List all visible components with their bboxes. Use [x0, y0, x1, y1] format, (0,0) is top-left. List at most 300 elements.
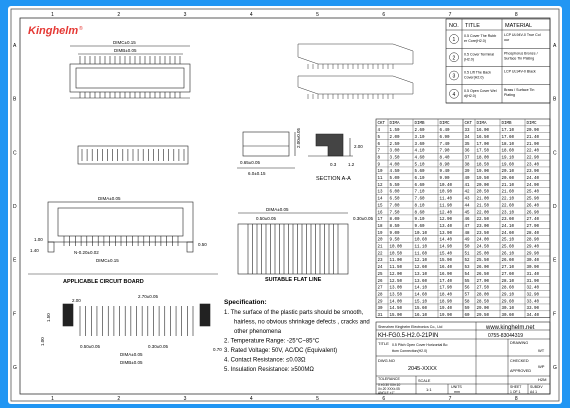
dims-cell: 21.10 [501, 183, 515, 188]
dims-cell: 22.60 [501, 204, 515, 209]
dims-cell: 18 [377, 224, 383, 229]
dims-cell: 27.50 [476, 286, 490, 291]
frame-row-mark: C [13, 150, 17, 157]
dims-cell: 30.60 [501, 314, 515, 318]
dims-cell: 20 [377, 238, 383, 243]
frame-col-mark: 7 [448, 12, 452, 18]
dims-cell: 2.60 [414, 129, 425, 134]
part-no: 2 [452, 55, 456, 62]
dims-cell: 33.90 [526, 307, 540, 312]
dims-cell: 38 [464, 163, 470, 168]
cb-dim-6: DIMA±0.05 [120, 352, 143, 357]
dims-cell: 39 [464, 170, 470, 175]
dims-cell: 24.00 [476, 238, 490, 243]
logo [28, 25, 83, 37]
part-no: 1 [452, 37, 456, 43]
frame-col-mark: 5 [316, 396, 319, 402]
dims-cell: 22.40 [526, 149, 540, 154]
part-title: 0.5 Open Cover Wel [464, 88, 497, 93]
dims-cell: 2.00 [389, 135, 400, 140]
dims-cell: 15.60 [414, 307, 428, 312]
top-dim-c: DIMC±0.15 [113, 40, 136, 45]
dims-cell: 23 [377, 259, 383, 264]
cb-dim-1: 2.70±0.05 [138, 294, 158, 299]
dims-cell: 42 [464, 190, 470, 195]
dims-cell: 13.00 [389, 286, 403, 291]
dims-cell: 13.60 [414, 279, 428, 284]
dims-cell: 28.10 [501, 279, 515, 284]
dims-cell: 12.40 [439, 211, 453, 216]
dims-cell: 9.40 [439, 170, 450, 175]
dimension-table [376, 119, 550, 318]
dims-cell: 10.40 [439, 183, 453, 188]
circuit-board-title: APPLICABLE CIRCUIT BOARD [63, 279, 144, 285]
dims-cell: 29.50 [476, 314, 490, 318]
frame-col-mark: 4 [249, 396, 253, 402]
h2m-label: H2M [538, 377, 547, 382]
spec-line: 1. The surface of the plastic parts should be smooth, [224, 310, 364, 316]
title-block [376, 322, 550, 395]
dims-cell: 7.00 [389, 204, 400, 209]
part-material: Plating [504, 92, 515, 97]
part-no: 4 [452, 91, 456, 98]
dims-cell: 19.00 [476, 170, 490, 175]
dims-cell: 33.40 [526, 300, 540, 305]
dims-cell: 27.60 [501, 272, 515, 277]
bottom-pitch: N-0.20±0.02 [74, 250, 99, 255]
dims-cell: 18.90 [439, 300, 453, 305]
title-label: TITLE [378, 341, 389, 346]
dims-cell: 20.10 [501, 170, 515, 175]
dims-cell: 20.90 [526, 129, 540, 134]
cb-dim-5: 0.30±0.05 [148, 344, 168, 349]
circuit-board-drawing [63, 304, 210, 336]
dims-cell: 12.50 [389, 279, 403, 284]
frame-col-mark: 1 [51, 396, 54, 402]
dims-cell: 14.90 [439, 245, 453, 250]
bottom-dim-a: DIMA±0.05 [98, 196, 121, 201]
dims-cell: 6.40 [439, 129, 450, 134]
dims-cell: 14.50 [389, 307, 403, 312]
dims-cell: 51 [464, 252, 470, 257]
dims-cell: 29.40 [526, 245, 540, 250]
drawing-sheet [8, 6, 562, 404]
frame-col-mark: 7 [448, 396, 452, 402]
drawing-label: DRAWING [510, 341, 529, 345]
dims-cell: 54 [464, 272, 470, 277]
section-view [308, 134, 353, 156]
dims-cell: 18.00 [476, 156, 490, 161]
dims-cell: 19.60 [501, 163, 515, 168]
dims-cell: 55 [464, 279, 470, 284]
dims-cell: 14.00 [389, 300, 403, 305]
dims-cell: 28.50 [476, 300, 490, 305]
dims-cell: 24 [377, 266, 383, 271]
flat-dim-3: 0.30±0.05 [353, 216, 373, 221]
frame-row-mark: G [553, 365, 557, 372]
dims-cell: 11.40 [439, 197, 453, 202]
dims-cell: 31.90 [526, 279, 540, 284]
dims-cell: 59 [464, 307, 470, 312]
front-view [78, 146, 188, 164]
dims-cell: 16.10 [414, 314, 428, 318]
spec-line: other phenomena [234, 329, 282, 335]
spec-line: 2. Temperature Range: -25°C~85°C [224, 338, 320, 345]
dims-cell: 14.60 [414, 293, 428, 298]
dims-cell: 30.10 [501, 307, 515, 312]
dims-cell: 57 [464, 293, 470, 298]
dims-cell: 16.40 [439, 266, 453, 271]
dims-cell: 2.50 [389, 142, 400, 147]
dims-cell: 6.90 [439, 135, 450, 140]
dims-cell: 10.10 [414, 231, 428, 236]
dims-cell: 12 [377, 183, 383, 188]
approved-value: WP [538, 364, 545, 369]
dims-cell: 16.50 [476, 135, 490, 140]
dims-header: CKT [464, 122, 473, 126]
top-view [70, 46, 190, 98]
dims-cell: 32.90 [526, 293, 540, 298]
logo-mark: ® [79, 26, 83, 32]
dims-cell: 8.00 [389, 218, 400, 223]
dims-cell: 22.00 [476, 211, 490, 216]
dims-cell: 22.10 [501, 197, 515, 202]
part-title: (H2.0) [464, 57, 474, 62]
frame-row-mark: G [13, 365, 17, 372]
dims-cell: 25.90 [526, 197, 540, 202]
dims-cell: 15.10 [414, 300, 428, 305]
dims-cell: 8.10 [414, 204, 425, 209]
frame-col-mark: 3 [183, 12, 187, 18]
frame-row-mark: F [13, 311, 17, 318]
dims-cell: 23.10 [501, 211, 515, 216]
parts-header: NO. [449, 23, 459, 29]
dims-cell: 18.50 [476, 163, 490, 168]
drawing-value: WT [538, 348, 545, 353]
dims-cell: 52 [464, 259, 470, 264]
bottom-dim-l1: 1.00 [34, 237, 43, 242]
spec-line: hairless, no obvious shrinkage defects , cracks and [234, 319, 370, 326]
dims-cell: 17.00 [476, 142, 490, 147]
website: www.kinghelm.net [486, 325, 535, 331]
dims-cell: 26 [377, 279, 383, 284]
dims-cell: 5 [377, 135, 381, 140]
dims-cell: 9.00 [389, 231, 400, 236]
part-title: d(H2.0) [464, 93, 476, 98]
side-dim-h: 2.00±0.05 [296, 128, 301, 148]
technical-drawing [8, 6, 562, 404]
dims-cell: 7.10 [414, 190, 425, 195]
perspective-views [298, 44, 413, 99]
bottom-view [48, 202, 193, 252]
dims-cell: 30 [377, 307, 383, 312]
bottom-dim-l2: 1.40 [30, 248, 39, 253]
dims-header: DIMA [476, 122, 487, 126]
dims-cell: 8.90 [439, 163, 450, 168]
dims-cell: 10.00 [389, 245, 403, 250]
dims-cell: 28.40 [526, 231, 540, 236]
dims-cell: 33 [464, 129, 470, 134]
frame-row-mark: F [553, 311, 557, 318]
dims-cell: 34.40 [526, 314, 540, 318]
dims-header: CKT [377, 122, 386, 126]
dims-cell: 10 [377, 170, 383, 175]
section-dim-w: 1.2 [348, 162, 355, 167]
dims-cell: 34 [464, 135, 470, 140]
dims-cell: 3.00 [389, 149, 400, 154]
dims-cell: 3.10 [414, 135, 425, 140]
frame-col-mark: 8 [514, 12, 518, 18]
dims-cell: 11.90 [439, 204, 453, 209]
dims-cell: 8 [377, 156, 381, 161]
spec-title: Specification: [224, 299, 267, 306]
dims-cell: 9.60 [414, 224, 425, 229]
dims-cell: 13 [377, 190, 383, 195]
dims-cell: 26.40 [526, 204, 540, 209]
dims-header: DIMB [414, 122, 425, 126]
dims-cell: 16.00 [476, 129, 490, 134]
part-number: KH-FG0.5-H2.0-21PIN [378, 333, 439, 339]
dims-cell: 18.40 [439, 293, 453, 298]
dims-cell: 17.10 [501, 129, 515, 134]
dims-cell: 49 [464, 238, 470, 243]
subdiv-value: A4 1 [530, 390, 537, 394]
dims-cell: 19.10 [501, 156, 515, 161]
dims-cell: 48 [464, 231, 470, 236]
parts-header: TITLE [465, 23, 480, 29]
dwg-label: DWG.NO [378, 358, 395, 363]
frame-col-mark: 6 [382, 12, 386, 18]
dims-cell: 13.10 [414, 272, 428, 277]
part-material: our [504, 38, 510, 42]
dims-cell: 21.90 [526, 142, 540, 147]
dims-cell: 14.10 [414, 286, 428, 291]
dims-cell: 31 [377, 314, 383, 318]
dims-cell: 17.50 [476, 149, 490, 154]
scale-label: SCALE [418, 379, 431, 383]
dims-cell: 26.00 [476, 266, 490, 271]
flat-dim-1: DIMA±0.05 [266, 207, 289, 212]
dims-cell: 25.60 [501, 245, 515, 250]
dims-cell: 24.50 [476, 245, 490, 250]
dims-cell: 6.00 [389, 190, 400, 195]
part-material: Phosphorus Bronze / [504, 51, 538, 56]
dims-cell: 21.50 [476, 204, 490, 209]
section-label: SECTION A-A [316, 176, 351, 182]
dims-cell: 21.00 [476, 197, 490, 202]
dims-cell: 13.40 [439, 224, 453, 229]
cb-dim-8: 1.00 [40, 337, 45, 346]
dims-cell: 4.60 [414, 156, 425, 161]
dims-cell: 31.40 [526, 272, 540, 277]
dims-cell: 18.60 [501, 149, 515, 154]
dims-cell: 25.00 [476, 252, 490, 257]
dims-cell: 46 [464, 218, 470, 223]
dims-cell: 12.90 [439, 218, 453, 223]
cb-dim-2: 2.00 [72, 298, 81, 303]
dims-cell: 27.00 [476, 279, 490, 284]
dims-cell: 25 [377, 272, 383, 277]
part-title: Cover(H2.0) [464, 75, 484, 80]
units-value: mm [454, 390, 460, 394]
dims-cell: 6 [377, 142, 381, 147]
dims-cell: 26.10 [501, 252, 515, 257]
spec-line: 4. Contact Resistance: ≤0.03Ω [224, 357, 306, 364]
dims-cell: 19.50 [476, 177, 490, 181]
section-dim-a: 0.3 [330, 162, 337, 167]
dims-cell: 53 [464, 266, 470, 271]
dims-cell: 28 [377, 293, 383, 298]
frame-row-mark: E [13, 257, 17, 264]
dims-cell: 56 [464, 286, 470, 291]
dims-cell: 27.40 [526, 218, 540, 223]
spec-line: 3. Rated Voltage: 50V, AC/DC (Equivalent) [224, 348, 338, 354]
dims-cell: 43 [464, 197, 470, 202]
dims-cell: 29.00 [476, 307, 490, 312]
dims-cell: 7 [377, 149, 381, 154]
dims-cell: 9.10 [414, 218, 425, 223]
dims-cell: 20.00 [476, 183, 490, 188]
dims-cell: 60 [464, 314, 470, 318]
dims-cell: 9.90 [439, 177, 450, 181]
frame-col-mark: 8 [514, 396, 518, 402]
dims-cell: 4.00 [389, 163, 400, 168]
dims-cell: 8.40 [439, 156, 450, 161]
frame-row-mark: A [13, 42, 17, 49]
dims-cell: 22 [377, 252, 383, 257]
dims-cell: 37 [464, 156, 470, 161]
dims-cell: 23.40 [526, 163, 540, 168]
scale-value: 1:1 [426, 387, 432, 392]
units-label: UNITS [451, 385, 462, 389]
dims-cell: 14.40 [439, 238, 453, 243]
part-material: Brass / Surface Tin [504, 87, 535, 92]
part-no: 3 [452, 73, 456, 80]
dims-cell: 58 [464, 300, 470, 305]
dims-cell: 45 [464, 211, 470, 216]
part-material: Surface Tin Plating [504, 56, 535, 61]
frame-row-mark: D [13, 204, 17, 210]
part-material: LCP UL94V-0 True Col [504, 33, 541, 37]
dims-cell: 7.90 [439, 149, 450, 154]
dims-cell: 11.00 [389, 259, 403, 264]
dims-header: DIMA [389, 122, 400, 126]
dims-header: DIMB [501, 122, 512, 126]
dims-cell: 30.90 [526, 266, 540, 271]
part-title: 0.5 Cover Terminal [464, 52, 495, 57]
dims-cell: 14 [377, 197, 383, 202]
dims-cell: 7.60 [414, 197, 425, 202]
frame-row-mark: E [553, 257, 557, 264]
dims-cell: 50 [464, 245, 470, 250]
dims-header: DIMC [439, 122, 450, 126]
side-dim-t1: 0.65±0.05 [240, 160, 260, 165]
dims-cell: 47 [464, 224, 470, 229]
dims-cell: 20.60 [501, 177, 515, 181]
dims-cell: 26.60 [501, 259, 515, 264]
part-material: LCP UL94V-0 Black [504, 69, 536, 74]
dims-cell: 23.00 [476, 224, 490, 229]
dims-cell: 12.00 [389, 272, 403, 277]
dims-cell: 11.60 [414, 252, 428, 257]
dims-cell: 40 [464, 177, 470, 181]
dims-cell: 21 [377, 245, 383, 250]
checked-label: CHECKED [510, 359, 529, 363]
sheet-label: SHEET [510, 385, 522, 389]
dims-cell: 11.50 [389, 266, 403, 271]
dims-cell: 19 [377, 231, 383, 236]
dims-cell: 41 [464, 183, 470, 188]
dims-cell: 15.00 [389, 314, 403, 318]
frame-row-mark: A [553, 42, 557, 49]
dims-cell: 16.90 [439, 272, 453, 277]
dims-cell: 28.90 [526, 238, 540, 243]
cb-dim-3: 1.50 [46, 313, 51, 322]
dims-cell: 21.40 [526, 135, 540, 140]
subdiv-label: SUBDIV [530, 385, 543, 389]
dims-cell: 27.10 [501, 266, 515, 271]
dims-cell: 27 [377, 286, 383, 291]
dims-cell: 24.90 [526, 183, 540, 188]
dims-cell: 21.60 [501, 190, 515, 195]
dims-cell: 15 [377, 204, 383, 209]
dims-cell: 12.10 [414, 259, 428, 264]
frame-col-mark: 1 [51, 12, 54, 18]
dims-cell: 19.90 [439, 314, 453, 318]
dims-cell: 29.90 [526, 252, 540, 257]
dims-cell: 17.90 [439, 286, 453, 291]
dims-cell: 28.00 [476, 293, 490, 298]
dims-cell: 19.40 [439, 307, 453, 312]
part-title: 0.5 Lift The Back [464, 70, 491, 75]
dims-cell: 26.50 [476, 272, 490, 277]
part-title: er Core(H2.0) [464, 39, 486, 43]
tolerance-label: TOLERANCE [378, 377, 400, 381]
dims-cell: 10.90 [439, 190, 453, 195]
cb-dim-4: 0.50±0.05 [80, 344, 100, 349]
dims-cell: 44 [464, 204, 470, 209]
dims-cell: 17.60 [501, 135, 515, 140]
dims-cell: 4.10 [414, 149, 425, 154]
dims-cell: 7.40 [439, 142, 450, 147]
frame-col-mark: 5 [316, 12, 319, 18]
dims-cell: 15.90 [439, 259, 453, 264]
frame-row-mark: B [13, 96, 17, 103]
dwg-value: 2045-XXXX [408, 366, 437, 372]
dims-cell: 28.60 [501, 286, 515, 291]
dims-cell: 16 [377, 211, 383, 216]
top-dim-b: DIMB±0.05 [114, 48, 137, 53]
dims-cell: 29.10 [501, 293, 515, 298]
dims-cell: 5.50 [389, 183, 400, 188]
phone: 0755-83044319 [488, 333, 524, 339]
tolerance-1: X.±0.30 XX±.10 [378, 383, 401, 387]
dims-cell: 26.90 [526, 211, 540, 216]
dims-cell: 32.40 [526, 286, 540, 291]
bottom-dim-c: DIMC±0.15 [96, 258, 119, 263]
sheet-value: 1 OF 1 [510, 390, 521, 394]
dims-cell: 17 [377, 218, 383, 223]
dims-cell: 5.00 [389, 177, 400, 181]
dims-cell: 24.10 [501, 224, 515, 229]
dims-cell: 11 [377, 177, 383, 181]
dims-cell: 29 [377, 300, 383, 305]
dims-cell: 6.10 [414, 177, 425, 181]
parts-header: MATERIAL [505, 23, 533, 29]
dims-cell: 9.50 [389, 238, 400, 243]
dims-cell: 7.50 [389, 211, 400, 216]
flat-dim-2: 0.50±0.05 [256, 216, 276, 221]
